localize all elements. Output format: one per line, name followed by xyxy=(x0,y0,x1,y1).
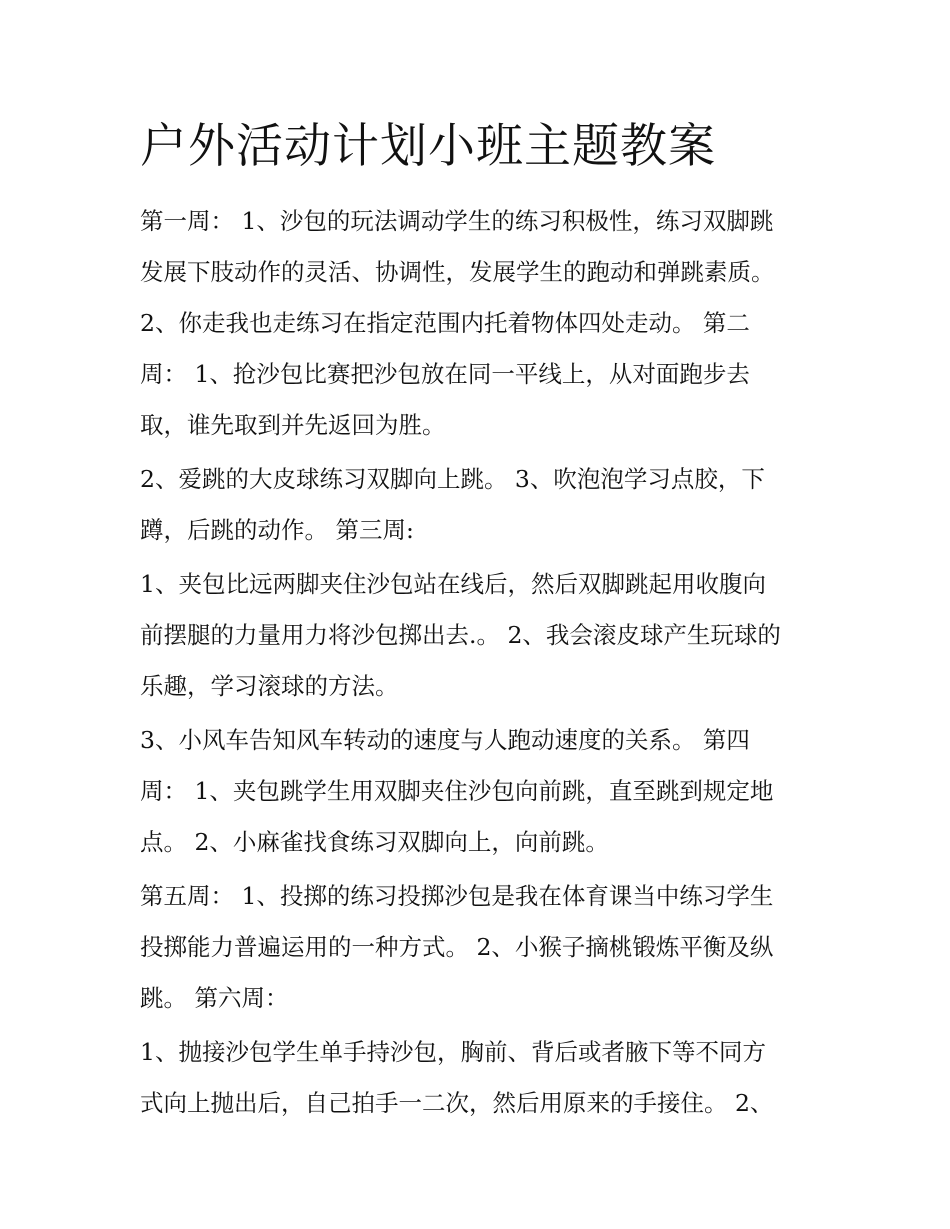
text-line: 点。 2、小麻雀找食练习双脚向上，向前跳。 xyxy=(140,828,609,856)
document-body xyxy=(140,196,820,1132)
text-line: 2、你走我也走练习在指定范围内托着物体四处走动。 第二 xyxy=(140,309,750,337)
text-line: 第一周： 1、沙包的玩法调动学生的练习积极性，练习双脚跳 xyxy=(140,207,774,235)
text-line: 乐趣，学习滚球的方法。 xyxy=(140,672,399,700)
text-line: 周： 1、夹包跳学生用双脚夹住沙包向前跳，直至跳到规定地 xyxy=(140,777,774,805)
paragraph-week-1-2 xyxy=(140,196,820,451)
text-line: 第五周： 1、投掷的练习投掷沙包是我在体育课当中练习学生 xyxy=(140,882,774,910)
text-line: 周： 1、抢沙包比赛把沙包放在同一平线上，从对面跑步去 xyxy=(140,360,750,388)
paragraph-week-6 xyxy=(140,1027,820,1129)
text-line: 跳。 第六周： xyxy=(140,984,289,1012)
text-line: 2、爱跳的大皮球练习双脚向上跳。 3、吹泡泡学习点胶，下 xyxy=(140,465,765,493)
text-line: 发展下肢动作的灵活、协调性，发展学生的跑动和弹跳素质。 xyxy=(140,258,775,286)
paragraph-week-2-3 xyxy=(140,454,820,556)
text-line: 前摆腿的力量用力将沙包掷出去.。 2、我会滚皮球产生玩球的 xyxy=(140,621,781,649)
text-line: 式向上抛出后，自己拍手一二次，然后用原来的手接住。 2、 xyxy=(140,1089,774,1117)
text-line: 投掷能力普遍运用的一种方式。 2、小猴子摘桃锻炼平衡及纵 xyxy=(140,933,774,961)
text-line: 1、夹包比远两脚夹住沙包站在线后，然后双脚跳起用收腹向 xyxy=(140,570,766,598)
paragraph-week-3 xyxy=(140,559,820,712)
text-line: 1、抛接沙包学生单手持沙包，胸前、背后或者腋下等不同方 xyxy=(140,1038,766,1066)
paragraph-week-3-4 xyxy=(140,715,820,868)
text-line: 取，谁先取到并先返回为胜。 xyxy=(140,411,446,439)
text-line: 3、小风车告知风车转动的速度与人跑动速度的关系。 第四 xyxy=(140,726,750,754)
page-title: 户外活动计划小班主题教案 xyxy=(140,119,716,174)
text-line: 蹲，后跳的动作。 第三周: xyxy=(140,516,414,544)
paragraph-week-5-6 xyxy=(140,871,820,1024)
